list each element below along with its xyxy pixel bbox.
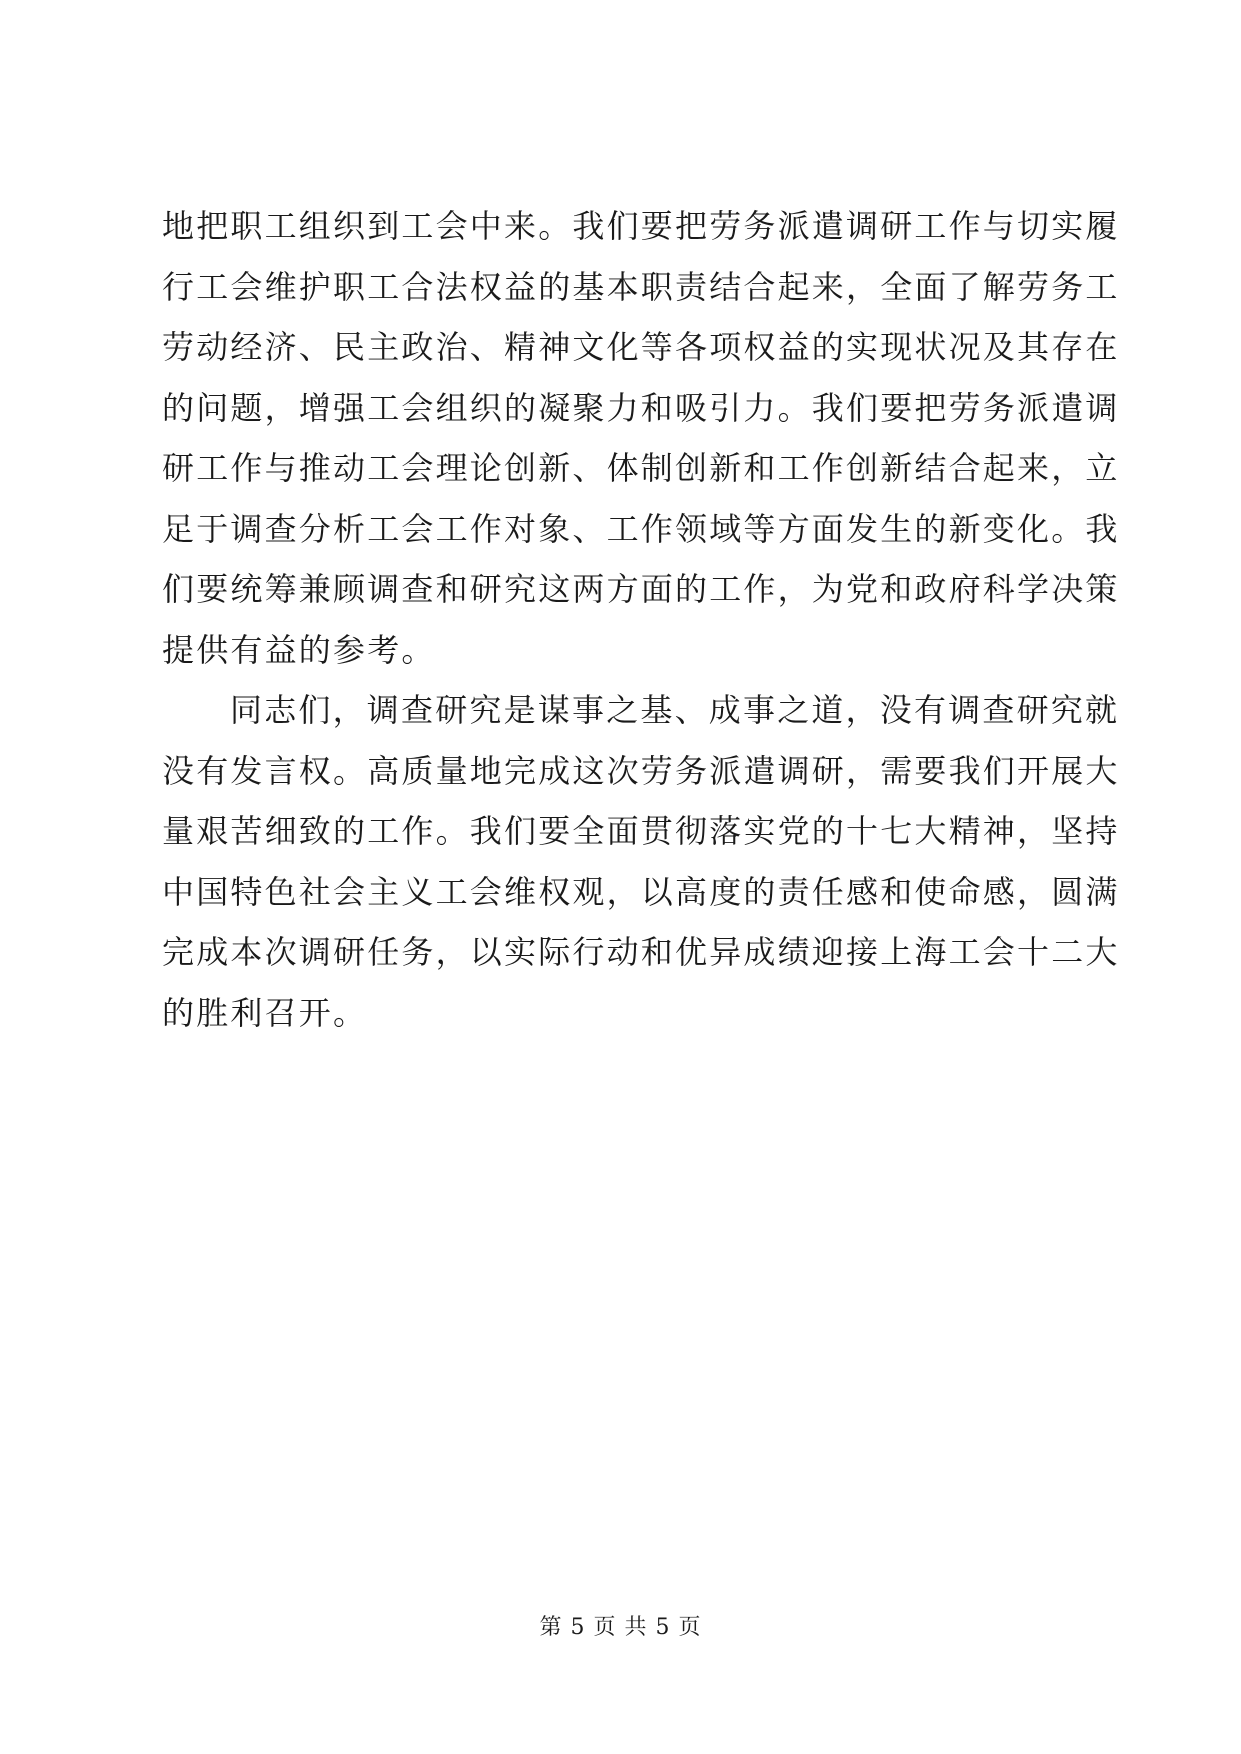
paragraph-1-line-7: 们要统筹兼顾调查和研究这两方面的工作，为党和政府科学决策 — [162, 570, 1120, 608]
document-body — [162, 196, 1120, 1043]
paragraph-1-line-1: 地把职工组织到工会中来。我们要把劳务派遣调研工作与切实履 — [162, 207, 1120, 245]
paragraph-2-line-6: 的胜利召开。 — [162, 993, 368, 1032]
paragraph-2-line-2: 没有发言权。高质量地完成这次劳务派遣调研，需要我们开展大 — [162, 751, 1120, 790]
paragraph-2-line-1: 同志们，调查研究是谋事之基、成事之道，没有调查研究就 — [230, 691, 1120, 729]
paragraph-1-line-8: 提供有益的参考。 — [162, 630, 436, 669]
paragraph-2-line-3: 量艰苦细致的工作。我们要全面贯彻落实党的十七大精神，坚持 — [162, 812, 1120, 850]
paragraph-1-line-2: 行工会维护职工合法权益的基本职责结合起来，全面了解劳务工 — [162, 267, 1120, 306]
paragraph-1-line-3: 劳动经济、民主政治、精神文化等各项权益的实现状况及其存在 — [162, 328, 1120, 366]
page-number-footer: 第 5 页 共 5 页 — [539, 1615, 702, 1640]
paragraph-2-line-4: 中国特色社会主义工会维权观，以高度的责任感和使命感，圆满 — [162, 872, 1120, 911]
paragraph-1-line-6: 足于调查分析工会工作对象、工作领域等方面发生的新变化。我 — [162, 509, 1120, 548]
paragraph-2-line-5: 完成本次调研任务，以实际行动和优异成绩迎接上海工会十二大 — [162, 933, 1120, 971]
paragraph-1-line-4: 的问题，增强工会组织的凝聚力和吸引力。我们要把劳务派遣调 — [162, 388, 1120, 427]
paragraph-1-line-5: 研工作与推动工会理论创新、体制创新和工作创新结合起来，立 — [162, 449, 1120, 487]
